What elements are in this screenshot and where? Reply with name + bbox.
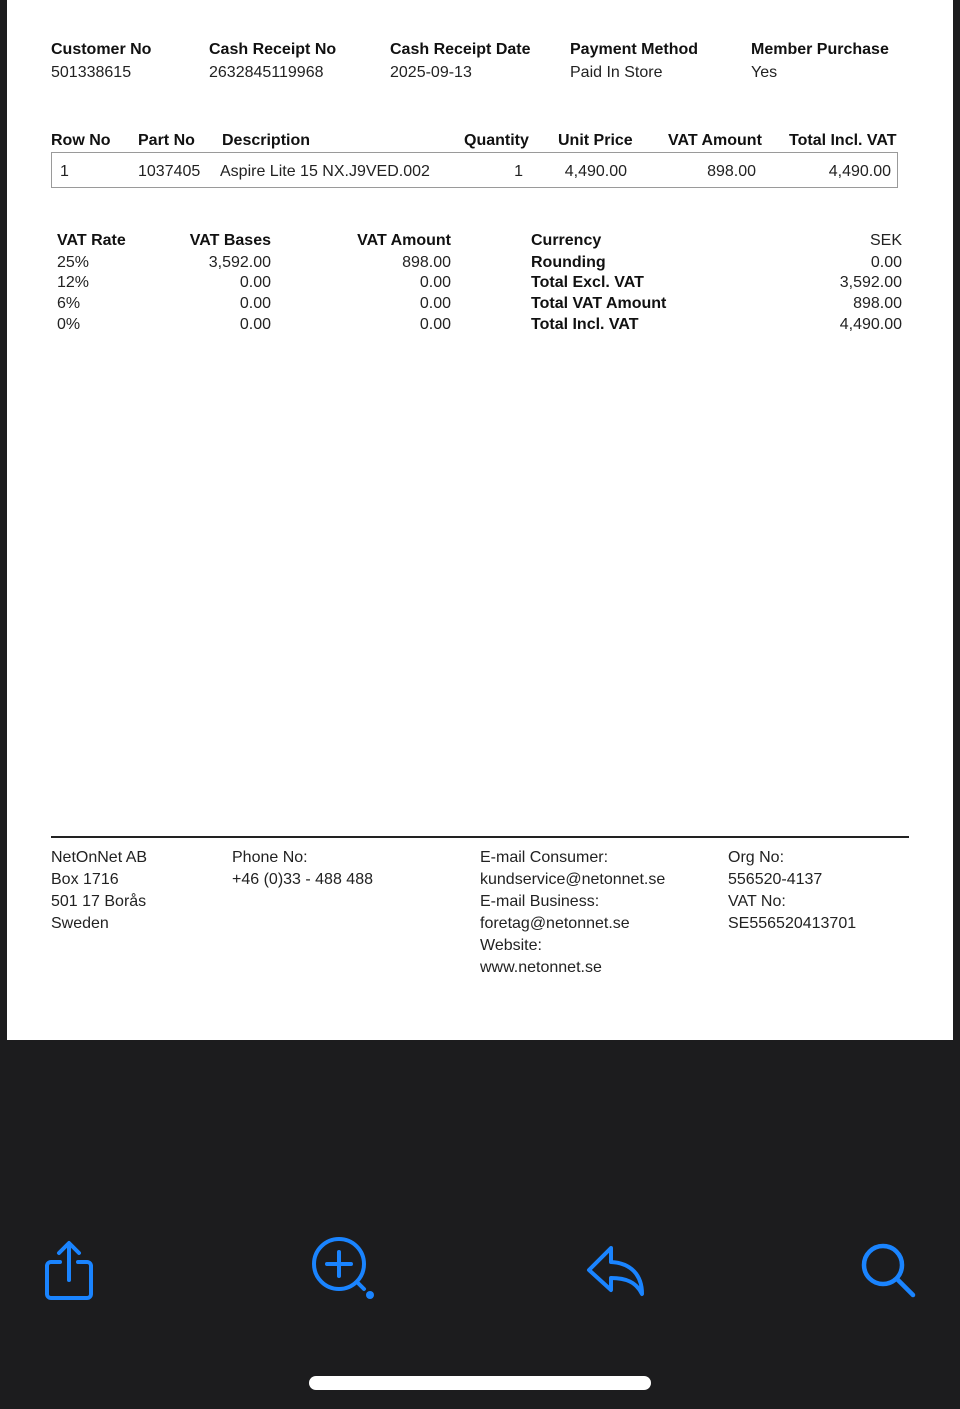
col-header-description: Description bbox=[222, 132, 311, 149]
vat-bases-cell: 0.00 bbox=[239, 316, 271, 333]
email-consumer-label: E-mail Consumer: bbox=[480, 849, 609, 866]
search-icon bbox=[858, 1240, 918, 1300]
phone-info bbox=[232, 847, 373, 891]
vat-bases-cell: 0.00 bbox=[239, 274, 271, 291]
vat-bases-cell: 0.00 bbox=[239, 295, 271, 312]
col-header-part-no: Part No bbox=[138, 132, 195, 149]
total-incl-vat-value: 4,490.00 bbox=[839, 316, 902, 333]
email-consumer-link[interactable]: kundservice@netonnet.se bbox=[480, 871, 666, 888]
home-indicator[interactable] bbox=[309, 1376, 651, 1390]
vat-col-amount: VAT Amount bbox=[357, 232, 451, 249]
payment-method-label: Payment Method bbox=[570, 41, 699, 58]
website-link[interactable]: www.netonnet.se bbox=[480, 959, 602, 976]
currency-value: SEK bbox=[869, 232, 902, 249]
member-purchase-value: Yes bbox=[751, 64, 778, 81]
total-vat-amount-value: 898.00 bbox=[853, 295, 902, 312]
vat-rate-cell: 0% bbox=[57, 316, 81, 333]
vat-rate-cell: 25% bbox=[57, 254, 90, 271]
zoom-in-icon bbox=[308, 1233, 378, 1303]
phone-number[interactable]: +46 (0)33 - 488 488 bbox=[232, 871, 373, 888]
zoom-in-button[interactable] bbox=[308, 1233, 378, 1303]
contact-info bbox=[480, 847, 665, 979]
total-excl-vat-label: Total Excl. VAT bbox=[531, 274, 644, 291]
search-button[interactable] bbox=[858, 1240, 918, 1300]
reply-button[interactable] bbox=[584, 1244, 646, 1298]
org-no-value: 556520-4137 bbox=[728, 871, 823, 888]
currency-label: Currency bbox=[531, 232, 602, 249]
total-vat-amount-label: Total VAT Amount bbox=[531, 295, 667, 312]
vat-no-label: VAT No: bbox=[728, 893, 786, 910]
cash-receipt-date-value: 2025-09-13 bbox=[390, 64, 472, 81]
company-address bbox=[51, 847, 147, 935]
vat-amount-cell: 0.00 bbox=[419, 274, 451, 291]
vat-amount-cell: 898.00 bbox=[707, 163, 756, 180]
company-box: Box 1716 bbox=[51, 871, 119, 888]
share-button[interactable] bbox=[40, 1238, 98, 1304]
payment-method-value: Paid In Store bbox=[570, 64, 663, 81]
customer-no-value: 501338615 bbox=[51, 64, 132, 81]
email-business-link[interactable]: foretag@netonnet.se bbox=[480, 915, 630, 932]
phone-label: Phone No: bbox=[232, 849, 308, 866]
cash-receipt-date-label: Cash Receipt Date bbox=[390, 41, 531, 58]
total-incl-vat-cell: 4,490.00 bbox=[828, 163, 891, 180]
col-header-row-no: Row No bbox=[51, 132, 111, 149]
company-city: 501 17 Borås bbox=[51, 893, 147, 910]
website-label: Website: bbox=[480, 937, 542, 954]
cash-receipt-no-label: Cash Receipt No bbox=[209, 41, 337, 58]
description-cell: Aspire Lite 15 NX.J9VED.002 bbox=[220, 163, 430, 180]
vat-amount-cell: 898.00 bbox=[402, 254, 451, 271]
col-header-total-incl-vat: Total Incl. VAT bbox=[789, 132, 897, 149]
col-header-vat-amount: VAT Amount bbox=[668, 132, 762, 149]
quantity-cell: 1 bbox=[514, 163, 523, 180]
member-purchase-label: Member Purchase bbox=[751, 41, 889, 58]
customer-no-label: Customer No bbox=[51, 41, 152, 58]
vat-col-bases: VAT Bases bbox=[189, 232, 271, 249]
vat-col-rate: VAT Rate bbox=[57, 232, 126, 249]
rounding-value: 0.00 bbox=[870, 254, 902, 271]
org-no-label: Org No: bbox=[728, 849, 785, 866]
cash-receipt-no-value: 2632845119968 bbox=[209, 64, 324, 81]
vat-no-value: SE556520413701 bbox=[728, 915, 857, 932]
col-header-unit-price: Unit Price bbox=[558, 132, 633, 149]
company-name: NetOnNet AB bbox=[51, 849, 148, 866]
rounding-label: Rounding bbox=[531, 254, 606, 271]
vat-rate-cell: 12% bbox=[57, 274, 90, 291]
reply-icon bbox=[584, 1244, 646, 1298]
total-incl-vat-label: Total Incl. VAT bbox=[531, 316, 639, 333]
row-no-cell: 1 bbox=[60, 163, 69, 180]
email-business-label: E-mail Business: bbox=[480, 893, 600, 910]
vat-amount-cell: 0.00 bbox=[419, 295, 451, 312]
vat-rate-cell: 6% bbox=[57, 295, 81, 312]
share-icon bbox=[43, 1240, 95, 1302]
total-excl-vat-value: 3,592.00 bbox=[839, 274, 902, 291]
vat-bases-cell: 3,592.00 bbox=[208, 254, 271, 271]
company-country: Sweden bbox=[51, 915, 109, 932]
vat-amount-cell: 0.00 bbox=[419, 316, 451, 333]
footer-divider bbox=[51, 836, 909, 838]
org-info bbox=[728, 847, 856, 935]
receipt-page bbox=[7, 0, 953, 1040]
part-no-cell: 1037405 bbox=[138, 163, 201, 180]
unit-price-cell: 4,490.00 bbox=[564, 163, 627, 180]
col-header-quantity: Quantity bbox=[464, 132, 529, 149]
